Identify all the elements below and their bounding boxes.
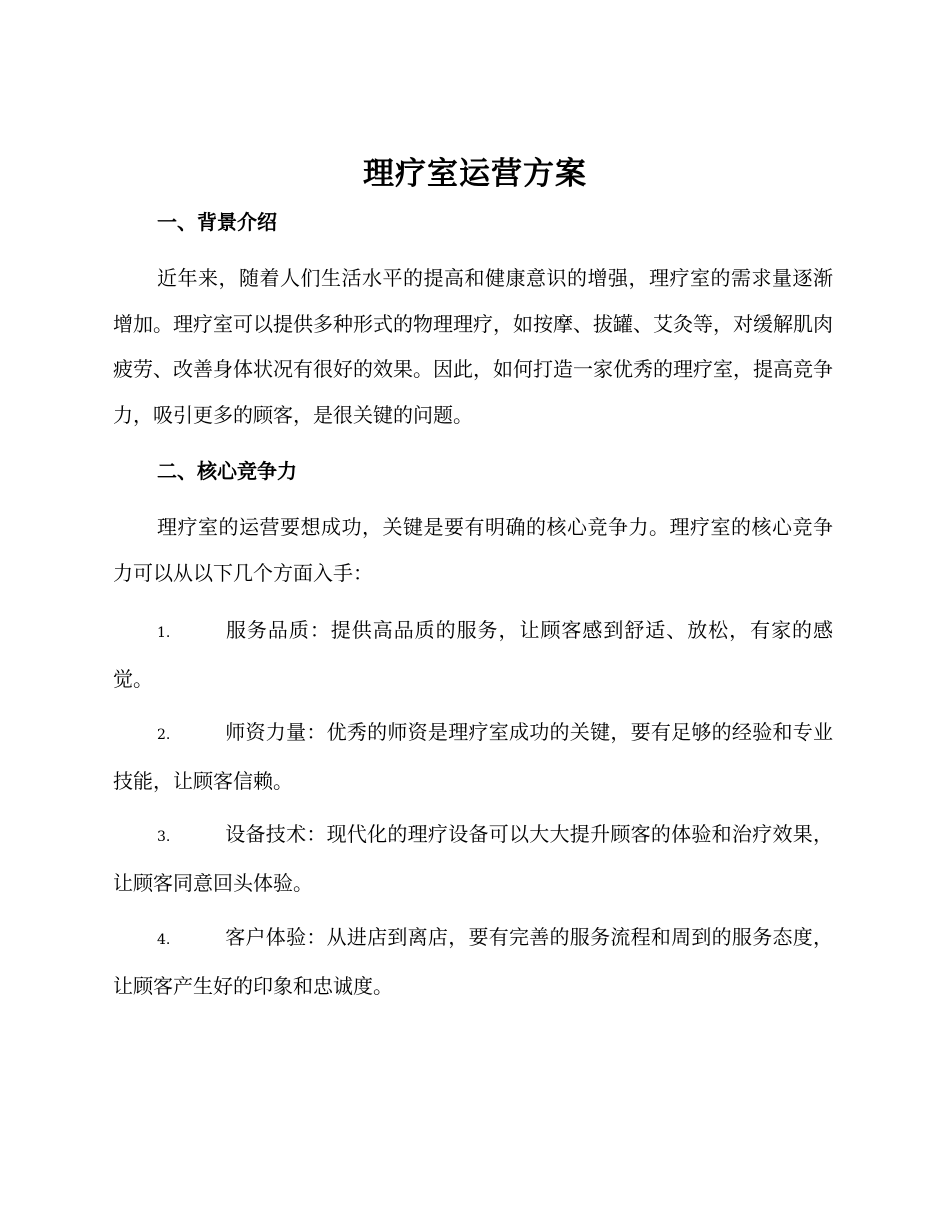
- list-item-number: 3.: [157, 829, 171, 845]
- paragraph-core-competitiveness-intro: 理疗室的运营要想成功，关键是要有明确的核心竞争力。理疗室的核心竞争力可以从以下几个方面入手：: [113, 515, 833, 585]
- list-item: [113, 915, 833, 1009]
- list-item-text: 设备技术：现代化的理疗设备可以大大提升顾客的体验和治疗效果，让顾客同意回头体验。: [113, 822, 833, 895]
- list-item: [113, 710, 833, 804]
- document-title: 理疗室运营方案: [363, 156, 587, 192]
- section-heading-core-competitiveness: 二、核心竞争力: [157, 459, 297, 483]
- list-item-number: 1.: [157, 625, 171, 641]
- section-heading-background: 一、背景介绍: [157, 210, 277, 234]
- list-item: [113, 608, 833, 702]
- list-item-text: 服务品质：提供高品质的服务，让顾客感到舒适、放松，有家的感觉。: [113, 618, 833, 691]
- list-item-number: 4.: [157, 932, 171, 948]
- list-item-number: 2.: [157, 727, 171, 743]
- list-item-text: 客户体验：从进店到离店，要有完善的服务流程和周到的服务态度，让顾客产生好的印象和忠诚度。: [113, 925, 833, 998]
- list-item-text: 师资力量：优秀的师资是理疗室成功的关键，要有足够的经验和专业技能，让顾客信赖。: [113, 720, 833, 793]
- list-item: [113, 812, 833, 906]
- paragraph-background: 近年来，随着人们生活水平的提高和健康意识的增强，理疗室的需求量逐渐增加。理疗室可以提供多种形式的物理理疗，如按摩、拔罐、艾灸等，对缓解肌肉疲劳、改善身体状况有很好的效果。因此，如何打造一家优秀的理疗室，提高竞争力，吸引更多的顾客，是很关键的问题。: [113, 266, 833, 427]
